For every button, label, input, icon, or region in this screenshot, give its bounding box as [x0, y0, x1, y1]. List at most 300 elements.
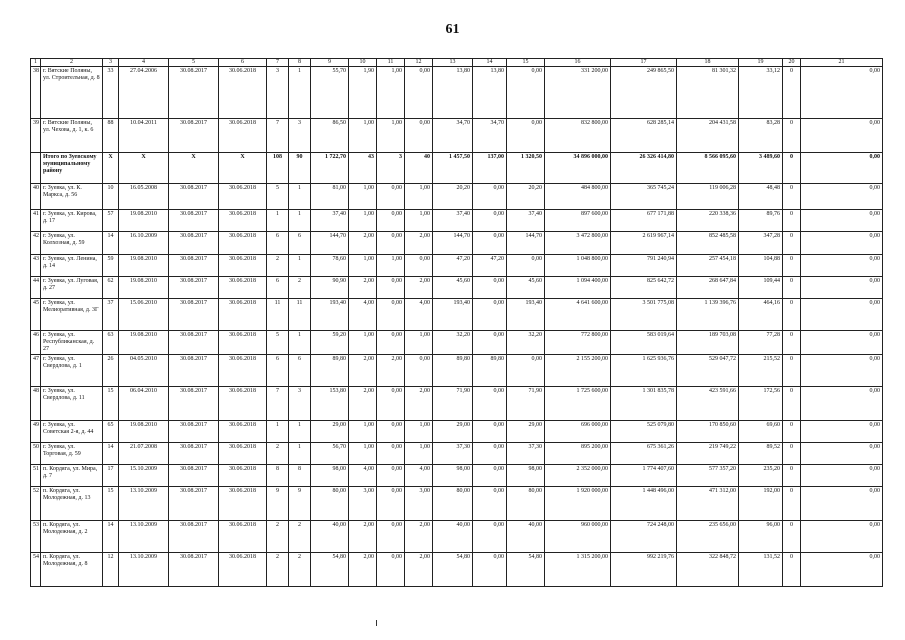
table-cell: 59 — [103, 255, 119, 277]
table-cell: 0,00 — [473, 210, 507, 232]
table-cell: 0,00 — [377, 553, 405, 587]
table-cell: 0,00 — [801, 299, 883, 331]
table-body — [31, 67, 883, 587]
table-cell: 2,00 — [377, 355, 405, 387]
table-cell: 1 — [289, 67, 311, 119]
table-cell: 1 139 396,76 — [677, 299, 739, 331]
table-cell: 46 — [31, 331, 41, 355]
table-cell: 0,00 — [473, 299, 507, 331]
table-cell: 0,00 — [473, 387, 507, 421]
table-cell: 45,60 — [433, 277, 473, 299]
table-cell: 0,00 — [801, 153, 883, 184]
table-cell: 0 — [783, 153, 801, 184]
table-cell: 30.08.2017 — [169, 277, 219, 299]
column-number-header: 4 — [119, 59, 169, 67]
column-number-header: 17 — [611, 59, 677, 67]
table-cell: 144,70 — [433, 232, 473, 255]
table-cell: 0,00 — [801, 119, 883, 153]
table-cell: 20,20 — [507, 184, 545, 210]
column-number-header: 21 — [801, 59, 883, 67]
table-cell: 0,00 — [405, 67, 433, 119]
column-number-header: 8 — [289, 59, 311, 67]
table-cell: 30.06.2018 — [219, 210, 267, 232]
table-cell: 235 656,00 — [677, 521, 739, 553]
table-cell: 0 — [783, 355, 801, 387]
table-cell: 15 — [103, 487, 119, 521]
table-cell: 2,00 — [405, 553, 433, 587]
table-cell: 30.08.2017 — [169, 67, 219, 119]
table-cell: 0,00 — [377, 487, 405, 521]
table-cell: 4,00 — [349, 299, 377, 331]
table-cell: 30.06.2018 — [219, 465, 267, 487]
table-cell: 33 — [103, 67, 119, 119]
table-cell: 89,76 — [739, 210, 783, 232]
table-cell: 19.08.2010 — [119, 277, 169, 299]
table-cell: 89,80 — [473, 355, 507, 387]
table-cell: 137,00 — [473, 153, 507, 184]
table-cell: 89,80 — [433, 355, 473, 387]
table-cell: 960 000,00 — [545, 521, 611, 553]
table-cell: 1 — [289, 255, 311, 277]
table-cell: 30.08.2017 — [169, 521, 219, 553]
table-cell: 14 — [103, 232, 119, 255]
table-row — [31, 553, 883, 587]
table-cell: 0 — [783, 232, 801, 255]
table-cell: 40 — [31, 184, 41, 210]
table-cell: 529 047,72 — [677, 355, 739, 387]
table-cell: 54 — [31, 553, 41, 587]
table-cell: 89,52 — [739, 443, 783, 465]
table-cell: 1 — [289, 421, 311, 443]
table-cell: 0,00 — [801, 521, 883, 553]
table-cell: 43 — [349, 153, 377, 184]
column-number-header: 10 — [349, 59, 377, 67]
table-cell: 54,80 — [433, 553, 473, 587]
table-cell: 1,00 — [405, 331, 433, 355]
table-cell: 1,00 — [405, 210, 433, 232]
table-cell: 30.06.2018 — [219, 331, 267, 355]
table-row — [31, 421, 883, 443]
table-cell: 0,00 — [473, 277, 507, 299]
table-cell: 81,00 — [311, 184, 349, 210]
table-cell: 0,00 — [377, 421, 405, 443]
table-cell: 0,00 — [473, 184, 507, 210]
table-cell: 16.10.2009 — [119, 232, 169, 255]
table-cell: 71,90 — [507, 387, 545, 421]
page-number: 61 — [445, 22, 460, 37]
table-cell: 322 848,72 — [677, 553, 739, 587]
table-cell: 0,00 — [801, 465, 883, 487]
table-cell: 2,00 — [349, 387, 377, 421]
table-cell: 88 — [103, 119, 119, 153]
page-mark — [376, 620, 377, 626]
table-cell: 30.06.2018 — [219, 487, 267, 521]
table-cell: г. Зуевка, ул. Республиканская, д. 27 — [41, 331, 103, 355]
table-cell: 30.06.2018 — [219, 232, 267, 255]
table-cell: 220 338,36 — [677, 210, 739, 232]
table-cell: 2 619 967,14 — [611, 232, 677, 255]
table-cell: 29,00 — [433, 421, 473, 443]
table-cell: г. Зуевка, ул. Ленина, д. 14 — [41, 255, 103, 277]
table-cell: 10 — [103, 184, 119, 210]
table-cell: 26 — [103, 355, 119, 387]
table-cell: 1,00 — [349, 184, 377, 210]
table-cell: 0,00 — [801, 355, 883, 387]
table-row — [31, 210, 883, 232]
table-cell: 464,16 — [739, 299, 783, 331]
table-cell: 832 800,00 — [545, 119, 611, 153]
table-cell — [31, 153, 41, 184]
table-cell: X — [103, 153, 119, 184]
column-number-header: 7 — [267, 59, 289, 67]
table-cell: 30.06.2018 — [219, 553, 267, 587]
table-cell: 0,00 — [507, 67, 545, 119]
column-number-header: 2 — [41, 59, 103, 67]
table-cell: 1,00 — [377, 119, 405, 153]
table-row — [31, 521, 883, 553]
column-number-header: 19 — [739, 59, 783, 67]
table-cell: X — [119, 153, 169, 184]
table-cell: 131,52 — [739, 553, 783, 587]
table-row — [31, 299, 883, 331]
table-cell: 772 800,00 — [545, 331, 611, 355]
table-cell: 48,48 — [739, 184, 783, 210]
table-cell: 65 — [103, 421, 119, 443]
table-cell: 34,70 — [433, 119, 473, 153]
table-cell: 48 — [31, 387, 41, 421]
table-cell: 0,00 — [377, 443, 405, 465]
table-cell: 0,00 — [405, 255, 433, 277]
table-cell: 992 219,76 — [611, 553, 677, 587]
table-cell: 1,00 — [405, 421, 433, 443]
table-cell: 0 — [783, 255, 801, 277]
table-cell: 144,70 — [507, 232, 545, 255]
table-cell: 2 — [267, 521, 289, 553]
table-cell: г. Зуевка, ул. К. Маркса, д. 56 — [41, 184, 103, 210]
table-cell: 0,00 — [801, 443, 883, 465]
table-cell: 19.08.2010 — [119, 331, 169, 355]
table-cell: 30.08.2017 — [169, 331, 219, 355]
table-cell: 0 — [783, 421, 801, 443]
table-cell: 0,00 — [473, 521, 507, 553]
table-row — [31, 67, 883, 119]
column-number-header: 14 — [473, 59, 507, 67]
table-cell: 98,00 — [433, 465, 473, 487]
table-cell: 365 745,24 — [611, 184, 677, 210]
table-cell: 1,90 — [349, 67, 377, 119]
table-cell: 13.10.2009 — [119, 487, 169, 521]
table-cell: п. Кордяга, ул. Молодежная, д. 2 — [41, 521, 103, 553]
table-cell: г. Зуевка, ул. Луговая, д. 27 — [41, 277, 103, 299]
table-cell: 41 — [31, 210, 41, 232]
table-cell: г. Зуевка, ул. Советская 2-я, д. 44 — [41, 421, 103, 443]
table-cell: 1,00 — [349, 119, 377, 153]
table-cell: 30.06.2018 — [219, 443, 267, 465]
table-cell: 172,56 — [739, 387, 783, 421]
table-cell: 96,00 — [739, 521, 783, 553]
table-row — [31, 255, 883, 277]
table-cell: Итого по Зуевскому муниципальному району — [41, 153, 103, 184]
table-cell: 45,60 — [507, 277, 545, 299]
table-cell: 30.06.2018 — [219, 355, 267, 387]
table-cell: 628 285,14 — [611, 119, 677, 153]
table-cell: 37,30 — [507, 443, 545, 465]
table-cell: 1 625 936,76 — [611, 355, 677, 387]
table-cell: 30.08.2017 — [169, 299, 219, 331]
table-cell: 0,00 — [377, 331, 405, 355]
table-cell: 1 320,50 — [507, 153, 545, 184]
table-cell: X — [169, 153, 219, 184]
table-cell: 724 248,00 — [611, 521, 677, 553]
table-cell: 2 352 000,00 — [545, 465, 611, 487]
table-cell: 51 — [31, 465, 41, 487]
table-cell: 06.04.2010 — [119, 387, 169, 421]
table-cell: 3 — [289, 119, 311, 153]
table-cell: 86,50 — [311, 119, 349, 153]
table-cell: 104,88 — [739, 255, 783, 277]
table-cell: 9 — [267, 487, 289, 521]
table-cell: 0,00 — [801, 67, 883, 119]
column-number-header: 12 — [405, 59, 433, 67]
table-cell: 16.05.2008 — [119, 184, 169, 210]
table-cell: 0 — [783, 119, 801, 153]
table-row — [31, 331, 883, 355]
table-cell: 10.04.2011 — [119, 119, 169, 153]
table-cell: 4,00 — [405, 465, 433, 487]
table-cell: 29,00 — [311, 421, 349, 443]
table-row — [31, 387, 883, 421]
table-cell: 0 — [783, 184, 801, 210]
table-cell: 30.06.2018 — [219, 421, 267, 443]
table-cell: 8 — [289, 465, 311, 487]
table-cell: 0 — [783, 299, 801, 331]
table-cell: 3 472 800,00 — [545, 232, 611, 255]
table-cell: 3 — [377, 153, 405, 184]
table-cell: 30.08.2017 — [169, 553, 219, 587]
table-cell: 525 079,80 — [611, 421, 677, 443]
table-cell: 15.10.2009 — [119, 465, 169, 487]
table-cell: 13.10.2009 — [119, 553, 169, 587]
table-cell: 1 457,50 — [433, 153, 473, 184]
table-cell: 0,00 — [801, 331, 883, 355]
table-cell: 38 — [31, 67, 41, 119]
table-cell: 32,20 — [507, 331, 545, 355]
table-cell: 192,00 — [739, 487, 783, 521]
table-cell: 0,00 — [473, 443, 507, 465]
table-cell: 0,00 — [377, 184, 405, 210]
table-cell: 15 — [103, 387, 119, 421]
table-cell: 109,44 — [739, 277, 783, 299]
table-cell: 0,00 — [801, 184, 883, 210]
table-cell: 2,00 — [405, 232, 433, 255]
total-row — [31, 153, 883, 184]
table-cell: 219 749,22 — [677, 443, 739, 465]
table-cell: п. Кордяга, ул. Молодежная, д. 8 — [41, 553, 103, 587]
column-number-header: 20 — [783, 59, 801, 67]
table-cell: 47 — [31, 355, 41, 387]
table-cell: г. Зуевка, ул. Свердлова, д. 11 — [41, 387, 103, 421]
table-cell: 0 — [783, 553, 801, 587]
table-cell: 30.08.2017 — [169, 232, 219, 255]
table-cell: 193,40 — [311, 299, 349, 331]
table-cell: 19.08.2010 — [119, 210, 169, 232]
table-row — [31, 232, 883, 255]
table-cell: 108 — [267, 153, 289, 184]
table-cell: 2 — [289, 521, 311, 553]
table-cell: 2 155 200,00 — [545, 355, 611, 387]
table-cell: 1,00 — [405, 443, 433, 465]
table-cell: 6 — [289, 355, 311, 387]
table-cell: 0,00 — [377, 387, 405, 421]
table-cell: 1 448 496,00 — [611, 487, 677, 521]
table-cell: 11 — [267, 299, 289, 331]
column-number-header: 9 — [311, 59, 349, 67]
table-row — [31, 443, 883, 465]
table-cell: 6 — [289, 232, 311, 255]
table-cell: 119 006,28 — [677, 184, 739, 210]
table-cell: 204 431,58 — [677, 119, 739, 153]
table-cell: 0,00 — [405, 355, 433, 387]
table-cell: 144,70 — [311, 232, 349, 255]
table-cell: 0 — [783, 487, 801, 521]
table-cell: 81 301,32 — [677, 67, 739, 119]
table-cell: 7 — [267, 387, 289, 421]
table-cell: 0,00 — [377, 299, 405, 331]
table-cell: г. Зуевка, ул. Торговая, д. 59 — [41, 443, 103, 465]
table-cell: 471 312,00 — [677, 487, 739, 521]
table-cell: 423 591,66 — [677, 387, 739, 421]
table-cell: 30.08.2017 — [169, 255, 219, 277]
table-cell: 43 — [31, 255, 41, 277]
table-cell: 791 240,94 — [611, 255, 677, 277]
table-cell: 3 — [289, 387, 311, 421]
table-cell: 2,00 — [349, 232, 377, 255]
table-cell: 80,00 — [433, 487, 473, 521]
table-cell: 0,00 — [507, 355, 545, 387]
table-cell: 0,00 — [473, 487, 507, 521]
table-cell: 9 — [289, 487, 311, 521]
table-cell: 1,00 — [405, 184, 433, 210]
table-cell: 193,40 — [433, 299, 473, 331]
table-row — [31, 119, 883, 153]
table-cell: 77,28 — [739, 331, 783, 355]
table-cell: 0,00 — [801, 487, 883, 521]
table-cell: 15.06.2010 — [119, 299, 169, 331]
table-cell: 0,00 — [801, 421, 883, 443]
table-cell: 0 — [783, 331, 801, 355]
table-cell: 7 — [267, 119, 289, 153]
table-cell: 54,80 — [507, 553, 545, 587]
table-cell: 0,00 — [377, 232, 405, 255]
table-cell: 1 — [289, 210, 311, 232]
table-cell: 12 — [103, 553, 119, 587]
table-cell: 0 — [783, 277, 801, 299]
table-cell: 30.06.2018 — [219, 255, 267, 277]
table-cell: 6 — [267, 355, 289, 387]
table-cell: 30.06.2018 — [219, 119, 267, 153]
table-cell: 30.08.2017 — [169, 210, 219, 232]
table-cell: 0,00 — [473, 553, 507, 587]
table-cell: 2 — [267, 553, 289, 587]
table-cell: 44 — [31, 277, 41, 299]
table-cell: 0,00 — [801, 232, 883, 255]
table-cell: 2,00 — [349, 553, 377, 587]
table-cell: 52 — [31, 487, 41, 521]
column-number-header: 13 — [433, 59, 473, 67]
table-cell: 2,00 — [349, 521, 377, 553]
table-cell: 0 — [783, 210, 801, 232]
table-cell: 0 — [783, 521, 801, 553]
table-cell: 13.10.2009 — [119, 521, 169, 553]
table-cell: 34 896 000,00 — [545, 153, 611, 184]
table-cell: 235,20 — [739, 465, 783, 487]
table-cell: 69,60 — [739, 421, 783, 443]
table-cell: 19.08.2010 — [119, 421, 169, 443]
table-cell: 331 200,00 — [545, 67, 611, 119]
table-cell: 53 — [31, 521, 41, 553]
table-cell: 39 — [31, 119, 41, 153]
table-cell: 98,00 — [311, 465, 349, 487]
table-cell: 80,00 — [311, 487, 349, 521]
table-cell: 1 315 200,00 — [545, 553, 611, 587]
table-cell: г. Зуевка, ул. Мелиоративная, д. 3Г — [41, 299, 103, 331]
table-cell: 30.08.2017 — [169, 443, 219, 465]
table-cell: 0,00 — [405, 119, 433, 153]
table-cell: 2,00 — [349, 355, 377, 387]
table-cell: 1 — [267, 210, 289, 232]
table-cell: 30.06.2018 — [219, 184, 267, 210]
table-cell: 189 703,08 — [677, 331, 739, 355]
table-row — [31, 465, 883, 487]
table-cell: 3 489,60 — [739, 153, 783, 184]
table-cell: 83,28 — [739, 119, 783, 153]
table-cell: 27.04.2006 — [119, 67, 169, 119]
table-cell: 1 — [289, 443, 311, 465]
table-cell: 40 — [405, 153, 433, 184]
table-cell: 0 — [783, 387, 801, 421]
table-cell: 268 647,84 — [677, 277, 739, 299]
table-cell: 13,80 — [433, 67, 473, 119]
table-cell: 5 — [267, 331, 289, 355]
table-cell: 1 722,70 — [311, 153, 349, 184]
table-cell: 62 — [103, 277, 119, 299]
table-cell: г. Зуевка, ул. Колхозная, д. 59 — [41, 232, 103, 255]
table-cell: г. Вятские Поляны, ул. Строителъная, д. 8 — [41, 67, 103, 119]
table-cell: 30.06.2018 — [219, 387, 267, 421]
column-number-header: 18 — [677, 59, 739, 67]
column-number-header: 15 — [507, 59, 545, 67]
table-cell: 675 361,26 — [611, 443, 677, 465]
table-cell: 59,20 — [311, 331, 349, 355]
table-cell: 0,00 — [473, 465, 507, 487]
table-cell: 71,90 — [433, 387, 473, 421]
table-cell: 3,00 — [349, 487, 377, 521]
table-cell: 13,80 — [473, 67, 507, 119]
table-cell: 0 — [783, 443, 801, 465]
column-number-header: 16 — [545, 59, 611, 67]
housing-table — [30, 58, 883, 587]
table-cell: 40,00 — [507, 521, 545, 553]
table-cell: 3 501 775,08 — [611, 299, 677, 331]
column-number-row — [31, 59, 883, 67]
table-cell: 30.06.2018 — [219, 277, 267, 299]
table-cell: 577 357,20 — [677, 465, 739, 487]
table-cell: 1 725 600,00 — [545, 387, 611, 421]
table-cell: 4,00 — [349, 465, 377, 487]
table-cell: 696 000,00 — [545, 421, 611, 443]
table-cell: 1 048 800,00 — [545, 255, 611, 277]
table-cell: 32,20 — [433, 331, 473, 355]
